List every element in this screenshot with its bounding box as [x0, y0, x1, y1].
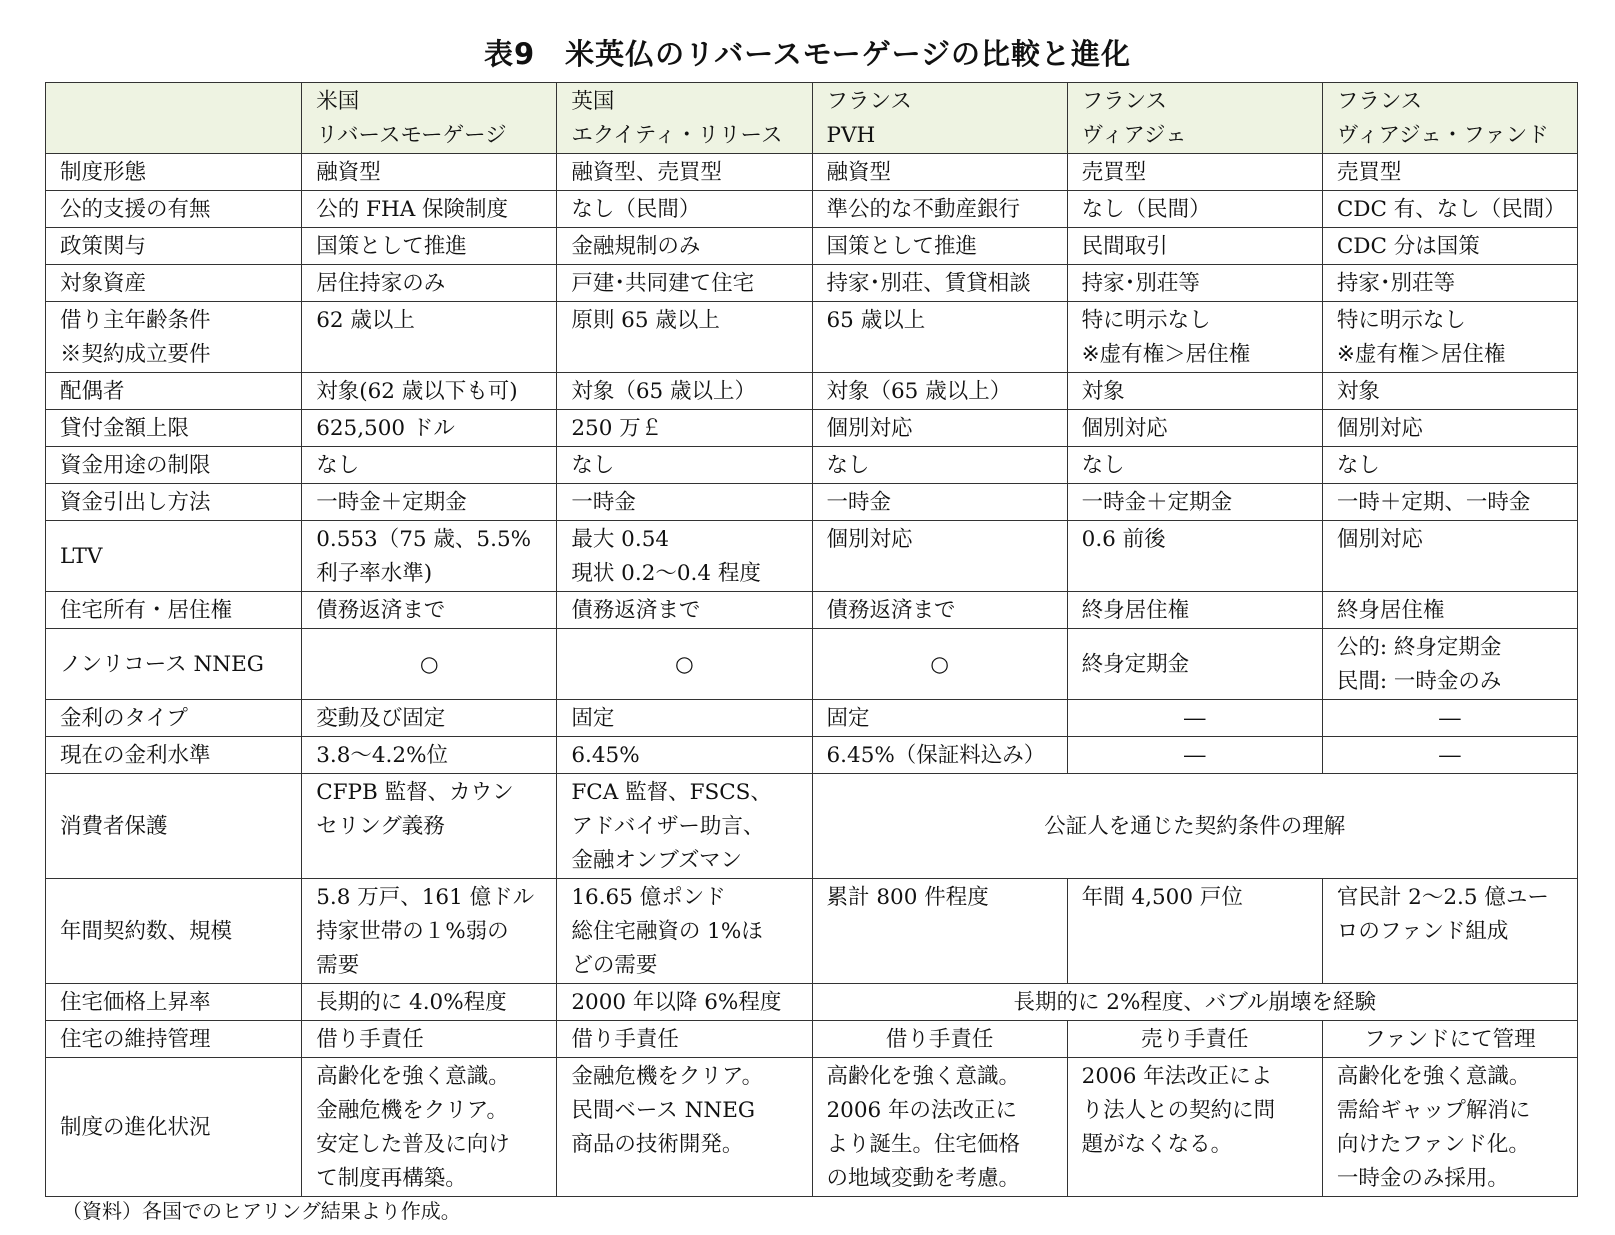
- row-label: 消費者保護: [46, 774, 302, 879]
- table-cell: なし: [1067, 447, 1322, 484]
- header-cell-fr-viager: フランス ヴィアジェ: [1067, 83, 1322, 154]
- row-label: 配偶者: [46, 373, 302, 410]
- table-cell: 対象(62 歳以下も可): [302, 373, 557, 410]
- table-row: [46, 521, 1578, 592]
- table-cell: 一時金＋定期金: [1067, 484, 1322, 521]
- row-label: 住宅所有・居住権: [46, 592, 302, 629]
- table-cell: 債務返済まで: [557, 592, 812, 629]
- table-cell: 固定: [557, 700, 812, 737]
- table-cell: 借り手責任: [302, 1021, 557, 1058]
- row-label: 住宅価格上昇率: [46, 984, 302, 1021]
- table-cell: 特に明示なし ※虚有権＞居住権: [1067, 302, 1322, 373]
- table-cell: 0.553（75 歳、5.5% 利子率水準): [302, 521, 557, 592]
- table-cell: 65 歳以上: [812, 302, 1067, 373]
- table-cell: 融資型: [812, 154, 1067, 191]
- table-cell: CDC 分は国策: [1322, 228, 1577, 265]
- table-cell: 公的 FHA 保険制度: [302, 191, 557, 228]
- table-cell: 対象（65 歳以上）: [557, 373, 812, 410]
- row-label: 借り主年齢条件 ※契約成立要件: [46, 302, 302, 373]
- table-cell: 売り手責任: [1067, 1021, 1322, 1058]
- table-row: [46, 154, 1578, 191]
- table-cell: FCA 監督、FSCS、 アドバイザー助言、 金融オンブズマン: [557, 774, 812, 879]
- table-cell: 売買型: [1067, 154, 1322, 191]
- table-cell: 特に明示なし ※虚有権＞居住権: [1322, 302, 1577, 373]
- row-label: 制度形態: [46, 154, 302, 191]
- table-cell: 居住持家のみ: [302, 265, 557, 302]
- table-cell: 個別対応: [1067, 410, 1322, 447]
- table-cell: 準公的な不動産銀行: [812, 191, 1067, 228]
- table-cell: 終身居住権: [1322, 592, 1577, 629]
- row-label: ノンリコース NNEG: [46, 629, 302, 700]
- table-cell: 国策として推進: [812, 228, 1067, 265]
- table-cell: 3.8～4.2%位: [302, 737, 557, 774]
- table-cell: なし: [302, 447, 557, 484]
- table-cell: なし: [1322, 447, 1577, 484]
- table-cell: 終身定期金: [1067, 629, 1322, 700]
- table-cell: 250 万￡: [557, 410, 812, 447]
- table-cell: 終身居住権: [1067, 592, 1322, 629]
- header-row: [46, 83, 1578, 154]
- table-title: 表9 米英仏のリバースモーゲージの比較と進化: [483, 37, 1132, 71]
- table-cell: 融資型、売買型: [557, 154, 812, 191]
- table-cell: 持家･別荘、賃貸相談: [812, 265, 1067, 302]
- row-label: 制度の進化状況: [46, 1058, 302, 1197]
- table-cell: ○: [812, 629, 1067, 700]
- table-cell: ファンドにて管理: [1322, 1021, 1577, 1058]
- header-cell-fr-pvh: フランス PVH: [812, 83, 1067, 154]
- table-row: [46, 984, 1578, 1021]
- row-label: 対象資産: [46, 265, 302, 302]
- table-cell: 62 歳以上: [302, 302, 557, 373]
- table-cell: 長期的に 4.0%程度: [302, 984, 557, 1021]
- table-cell: CFPB 監督、カウン セリング義務: [302, 774, 557, 879]
- row-label: 政策関与: [46, 228, 302, 265]
- table-cell: 民間取引: [1067, 228, 1322, 265]
- table-row: [46, 228, 1578, 265]
- table-cell: 債務返済まで: [302, 592, 557, 629]
- table-cell: 一時＋定期、一時金: [1322, 484, 1577, 521]
- table-row: [46, 592, 1578, 629]
- table-row: [46, 484, 1578, 521]
- table-cell: ―: [1322, 737, 1577, 774]
- table-row: [46, 700, 1578, 737]
- table-cell: 個別対応: [812, 521, 1067, 592]
- row-label: 公的支援の有無: [46, 191, 302, 228]
- table-cell: 最大 0.54 現状 0.2～0.4 程度: [557, 521, 812, 592]
- header-cell-blank: [46, 83, 302, 154]
- table-cell: 債務返済まで: [812, 592, 1067, 629]
- table-row: [46, 265, 1578, 302]
- header-cell-uk: 英国 エクイティ・リリース: [557, 83, 812, 154]
- table-cell: 個別対応: [1322, 410, 1577, 447]
- table-cell: 5.8 万戸、161 億ドル 持家世帯の１%弱の 需要: [302, 879, 557, 984]
- table-cell: 6.45%: [557, 737, 812, 774]
- table-cell: 6.45%（保証料込み）: [812, 737, 1067, 774]
- row-label: 貸付金額上限: [46, 410, 302, 447]
- table-row: [46, 191, 1578, 228]
- table-cell: 16.65 億ポンド 総住宅融資の 1%ほ どの需要: [557, 879, 812, 984]
- table-cell: 戸建･共同建て住宅: [557, 265, 812, 302]
- table-cell: 対象: [1322, 373, 1577, 410]
- table-cell: CDC 有、なし（民間）: [1322, 191, 1577, 228]
- table-row: [46, 302, 1578, 373]
- row-label: 現在の金利水準: [46, 737, 302, 774]
- comparison-table: [45, 82, 1578, 1197]
- table-cell: 金融規制のみ: [557, 228, 812, 265]
- header-cell-fr-viager-fund: フランス ヴィアジェ・ファンド: [1322, 83, 1577, 154]
- table-cell: なし（民間）: [1067, 191, 1322, 228]
- table-cell: 原則 65 歳以上: [557, 302, 812, 373]
- table-cell: 高齢化を強く意識。 2006 年の法改正に より誕生。住宅価格 の地域変動を考慮。: [812, 1058, 1067, 1197]
- table-row: [46, 373, 1578, 410]
- table-cell: 0.6 前後: [1067, 521, 1322, 592]
- table-cell: 持家･別荘等: [1067, 265, 1322, 302]
- table-cell: なし: [557, 447, 812, 484]
- table-cell: ○: [302, 629, 557, 700]
- table-cell: 融資型: [302, 154, 557, 191]
- table-cell: 持家･別荘等: [1322, 265, 1577, 302]
- source-note: （資料）各国でのヒアリング結果より作成。: [62, 1199, 461, 1223]
- table-cell: ―: [1067, 737, 1322, 774]
- table-cell: 2000 年以降 6%程度: [557, 984, 812, 1021]
- table-row: [46, 447, 1578, 484]
- table-cell: 個別対応: [1322, 521, 1577, 592]
- row-label: 資金引出し方法: [46, 484, 302, 521]
- table-row: [46, 629, 1578, 700]
- table-cell: なし: [812, 447, 1067, 484]
- table-cell: 年間 4,500 戸位: [1067, 879, 1322, 984]
- table-cell: 2006 年法改正によ り法人との契約に問 題がなくなる。: [1067, 1058, 1322, 1197]
- table-cell: ―: [1067, 700, 1322, 737]
- row-label: LTV: [46, 521, 302, 592]
- table-cell: 国策として推進: [302, 228, 557, 265]
- table-cell: ○: [557, 629, 812, 700]
- table-cell-merged: 長期的に 2%程度、バブル崩壊を経験: [812, 984, 1578, 1021]
- row-label: 住宅の維持管理: [46, 1021, 302, 1058]
- table-cell: 対象（65 歳以上）: [812, 373, 1067, 410]
- table-cell: 対象: [1067, 373, 1322, 410]
- row-label: 金利のタイプ: [46, 700, 302, 737]
- row-label: 年間契約数、規模: [46, 879, 302, 984]
- table-cell: 高齢化を強く意識。 需給ギャップ解消に 向けたファンド化。 一時金のみ採用。: [1322, 1058, 1577, 1197]
- table-row: [46, 737, 1578, 774]
- table-cell: なし（民間）: [557, 191, 812, 228]
- header-cell-us: 米国 リバースモーゲージ: [302, 83, 557, 154]
- table-cell: 一時金＋定期金: [302, 484, 557, 521]
- table-cell: 売買型: [1322, 154, 1577, 191]
- table-cell: 累計 800 件程度: [812, 879, 1067, 984]
- table-cell: 公的: 終身定期金 民間: 一時金のみ: [1322, 629, 1577, 700]
- table-cell: ―: [1322, 700, 1577, 737]
- table-cell: 金融危機をクリア。 民間ベース NNEG 商品の技術開発。: [557, 1058, 812, 1197]
- table-cell: 個別対応: [812, 410, 1067, 447]
- table-cell: 変動及び固定: [302, 700, 557, 737]
- table-cell: 一時金: [557, 484, 812, 521]
- table-cell: 一時金: [812, 484, 1067, 521]
- table-row: [46, 879, 1578, 984]
- table-cell: 借り手責任: [812, 1021, 1067, 1058]
- table-row: [46, 774, 1578, 879]
- table-row: [46, 1021, 1578, 1058]
- row-label: 資金用途の制限: [46, 447, 302, 484]
- table-cell: 高齢化を強く意識。 金融危機をクリア。 安定した普及に向け て制度再構築。: [302, 1058, 557, 1197]
- table-cell: 固定: [812, 700, 1067, 737]
- table-cell-merged: 公証人を通じた契約条件の理解: [812, 774, 1578, 879]
- table-cell: 625,500 ドル: [302, 410, 557, 447]
- table-cell: 借り手責任: [557, 1021, 812, 1058]
- table-row: [46, 410, 1578, 447]
- table-row: [46, 1058, 1578, 1197]
- table-cell: 官民計 2～2.5 億ユー ロのファンド組成: [1322, 879, 1577, 984]
